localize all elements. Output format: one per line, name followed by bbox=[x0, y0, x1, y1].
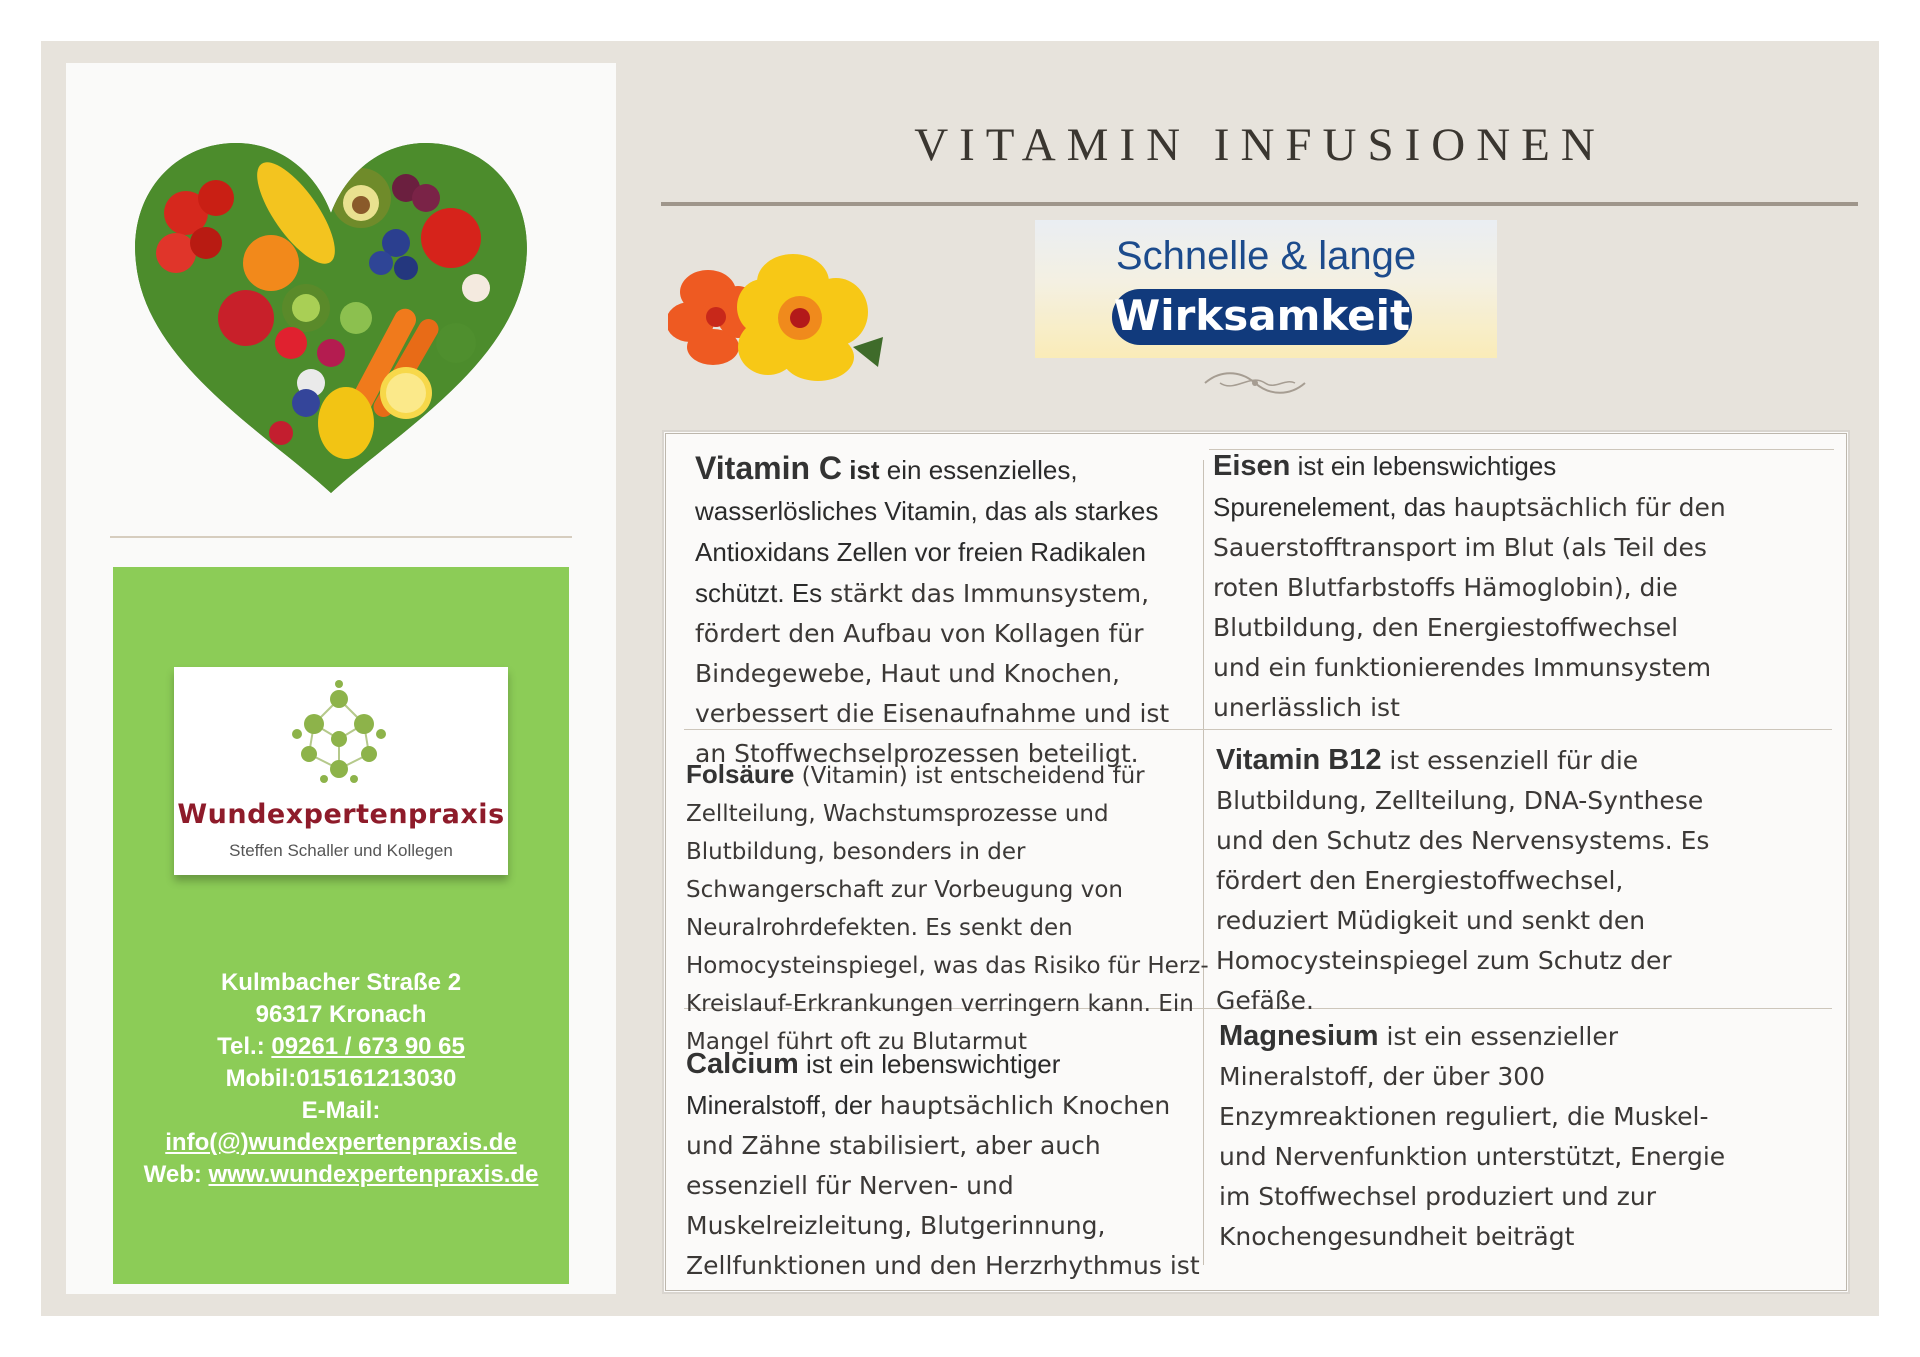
left-divider bbox=[110, 536, 572, 538]
logo-title: Wundexpertenpraxis bbox=[177, 799, 505, 830]
lead-calcium: Calcium bbox=[686, 1048, 799, 1080]
logo-subtitle: Steffen Schaller und Kollegen bbox=[229, 841, 453, 860]
text-vitamin-b12: ist essenziell für die Blutbildung, Zellteilung, DNA-Synthese und den Schutz des Nervensystems. Es fördert den Energiestoffwechsel, reduziert Müdigkeit und senkt den Homocysteinspiegel zum Schutz der Gefäße. bbox=[1216, 746, 1710, 1015]
address-street: Kulmbacher Straße 2 bbox=[220, 969, 462, 996]
lead-magnesium: Magnesium bbox=[1219, 1020, 1379, 1052]
banner-pill: Wirksamkeit bbox=[1112, 289, 1412, 345]
text-vitamin-c-c: stärkt das Immunsystem, fördert den Aufbau von Kollagen für Bindegewebe, Haut und Knochen, verbessert die Eisenaufnahme und ist an Stoffwechselprozessen beteiligt. bbox=[695, 579, 1170, 768]
ornament-icon bbox=[1200, 368, 1310, 398]
logo-card bbox=[174, 667, 508, 875]
lead-eisen: Eisen bbox=[1213, 450, 1291, 482]
email-label: E-Mail: bbox=[301, 1097, 381, 1124]
tel-link[interactable]: 09261 / 673 90 65 bbox=[271, 1033, 465, 1060]
cell-eisen bbox=[1213, 446, 1733, 728]
cell-calcium bbox=[686, 1044, 1206, 1286]
text-calcium-b: hauptsächlich Knochen und Zähne stabilisiert, aber auch essenziell für Nerven- und Muskelreizleitung, Blutgerinnung, Zellfunktionen und den Herzrhythmus ist bbox=[686, 1091, 1200, 1280]
cell-vitamin-b12 bbox=[1216, 740, 1736, 1021]
content-box bbox=[662, 430, 1850, 1294]
phone-line bbox=[113, 1031, 569, 1063]
web-link[interactable]: www.wundexpertenpraxis.de bbox=[208, 1161, 539, 1188]
contact-box bbox=[113, 567, 569, 1284]
text-eisen-b: hauptsächlich für den Sauerstofftransport im Blut (als Teil des roten Blutfarbstoffs Hämoglobin), die Blutbildung, den Energiestoffwechsel und ein funktionierendes Immunsystem unerlässlich ist bbox=[1213, 493, 1726, 722]
tel-label: Tel.: bbox=[217, 1033, 272, 1060]
web-label: Web: bbox=[143, 1161, 209, 1188]
text-folsaeure: (Vitamin) ist entscheidend für Zellteilung, Wachstumsprozesse und Blutbildung, besonders in der Schwangerschaft zur Vorbeugung von Neuralrohrdefekten. Es senkt den Homocysteinspiegel, was das Risiko für Herz-Kreislauf-Erkrankungen verringern kann. Ein Mangel führt oft zu Blutarmut bbox=[686, 763, 1209, 1055]
email-link[interactable]: info(@)wundexpertenpraxis.de bbox=[165, 1129, 517, 1156]
lead-folsaeure: Folsäure bbox=[686, 759, 795, 789]
cell-folsaeure bbox=[686, 755, 1211, 1061]
text-vitamin-c-a: ist bbox=[842, 455, 880, 485]
mobile-line: Mobil:015161213030 bbox=[225, 1065, 457, 1092]
vegetable-heart-image bbox=[106, 103, 556, 513]
banner bbox=[1035, 220, 1497, 358]
title-divider bbox=[661, 202, 1858, 206]
address-city: 96317 Kronach bbox=[255, 1001, 427, 1028]
left-panel bbox=[66, 63, 616, 1294]
text-magnesium: ist ein essenzieller Mineralstoff, der über 300 Enzymreaktionen reguliert, die Muskel- und Nervenfunktion unterstützt, Energie im Stoffwechsel produziert und zur Knochengesundheit beiträgt bbox=[1219, 1022, 1726, 1251]
page-title: VITAMIN INFUSIONEN bbox=[914, 119, 1606, 171]
lead-vitamin-c: Vitamin C bbox=[695, 450, 842, 486]
email-line bbox=[113, 1127, 569, 1159]
cell-magnesium bbox=[1219, 1016, 1739, 1257]
lead-vitamin-b12: Vitamin B12 bbox=[1216, 744, 1382, 776]
cell-vitamin-c bbox=[695, 448, 1195, 774]
contact-info bbox=[113, 967, 569, 1191]
logo-molecule-icon bbox=[279, 679, 399, 789]
hibiscus-flower-image bbox=[668, 252, 900, 382]
text-calcium-a: ist ein lebenswichtiger Mineralstoff, der bbox=[686, 1049, 1061, 1120]
banner-heading: Schnelle & lange bbox=[1115, 234, 1417, 278]
text-eisen-a: ist ein lebenswichtiges Spurenelement, das bbox=[1213, 451, 1557, 522]
web-line bbox=[113, 1159, 569, 1191]
text-vitamin-c-b: ein essenzielles, wasserlösliches Vitamin, das als starkes Antioxidans Zellen vor freien Radikalen schützt. Es bbox=[695, 455, 1159, 608]
